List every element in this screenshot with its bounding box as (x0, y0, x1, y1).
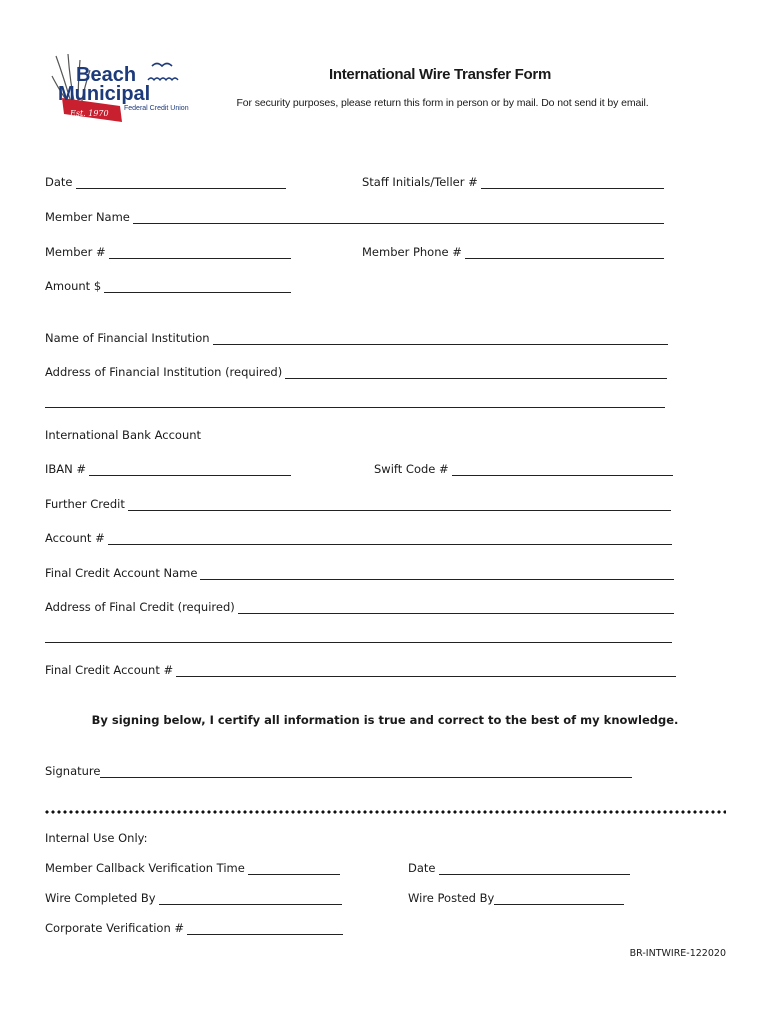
staff-initials-label: Staff Initials/Teller # (362, 175, 478, 189)
swift-code-field[interactable] (374, 462, 673, 476)
signature-label: Signature (45, 764, 101, 778)
member-name-label: Member Name (45, 210, 130, 224)
signature-field[interactable] (45, 764, 632, 778)
internal-date-field[interactable] (408, 861, 630, 875)
form-code: BR-INTWIRE-122020 (629, 948, 726, 959)
logo-est-text: Est. 1970 (70, 109, 109, 118)
swift-code-label: Swift Code # (374, 462, 449, 476)
member-phone-label: Member Phone # (362, 245, 462, 259)
staff-initials-field[interactable] (362, 175, 664, 189)
final-credit-account-number-label: Final Credit Account # (45, 663, 174, 677)
financial-institution-address-field[interactable] (45, 365, 667, 379)
financial-institution-name-label: Name of Financial Institution (45, 331, 210, 345)
iban-field[interactable] (45, 462, 291, 476)
corporate-verification-label: Corporate Verification # (45, 921, 185, 935)
further-credit-label: Further Credit (45, 497, 125, 511)
final-credit-address-field[interactable] (45, 600, 674, 614)
wire-completed-by-label: Wire Completed By (45, 891, 156, 905)
wire-posted-by-label: Wire Posted By (408, 891, 495, 905)
account-field[interactable] (45, 531, 672, 545)
wire-completed-by-field[interactable] (45, 891, 342, 905)
financial-institution-address-label: Address of Financial Institution (required) (45, 365, 283, 379)
internal-use-heading: Internal Use Only: (45, 831, 148, 845)
corporate-verification-field[interactable] (45, 921, 343, 935)
final-credit-address-label: Address of Final Credit (required) (45, 600, 235, 614)
callback-time-label: Member Callback Verification Time (45, 861, 245, 875)
final-credit-account-name-field[interactable] (45, 566, 674, 580)
final-credit-account-number-field[interactable] (45, 663, 676, 677)
beach-municipal-logo (50, 48, 195, 128)
financial-institution-address-line-2[interactable] (45, 407, 665, 408)
further-credit-field[interactable] (45, 497, 671, 511)
internal-date-label: Date (408, 861, 436, 875)
form-subtitle: For security purposes, please return this form in person or by mail. Do not send it by email. (236, 97, 649, 109)
date-field[interactable] (45, 175, 286, 189)
date-label: Date (45, 175, 73, 189)
member-name-field[interactable] (45, 210, 664, 224)
logo-tagline: Federal Credit Union (124, 105, 189, 112)
form-title: International Wire Transfer Form (329, 66, 551, 83)
amount-label: Amount $ (45, 279, 102, 293)
final-credit-account-name-label: Final Credit Account Name (45, 566, 198, 580)
dotted-divider (44, 810, 726, 814)
international-bank-account-heading: International Bank Account (45, 428, 202, 442)
member-phone-field[interactable] (362, 245, 664, 259)
financial-institution-name-field[interactable] (45, 331, 668, 345)
final-credit-address-line-2[interactable] (45, 642, 672, 643)
member-number-field[interactable] (45, 245, 291, 259)
amount-field[interactable] (45, 279, 291, 293)
member-number-label: Member # (45, 245, 106, 259)
account-label: Account # (45, 531, 105, 545)
iban-label: IBAN # (45, 462, 87, 476)
logo-municipal-text: Municipal (58, 83, 151, 105)
seagull-icon (152, 64, 172, 67)
callback-time-field[interactable] (45, 861, 340, 875)
certification-statement: By signing below, I certify all information is true and correct to the best of my knowledge. (91, 713, 679, 727)
wire-posted-by-field[interactable] (408, 891, 624, 905)
logo-beach-text: Beach (76, 64, 137, 86)
